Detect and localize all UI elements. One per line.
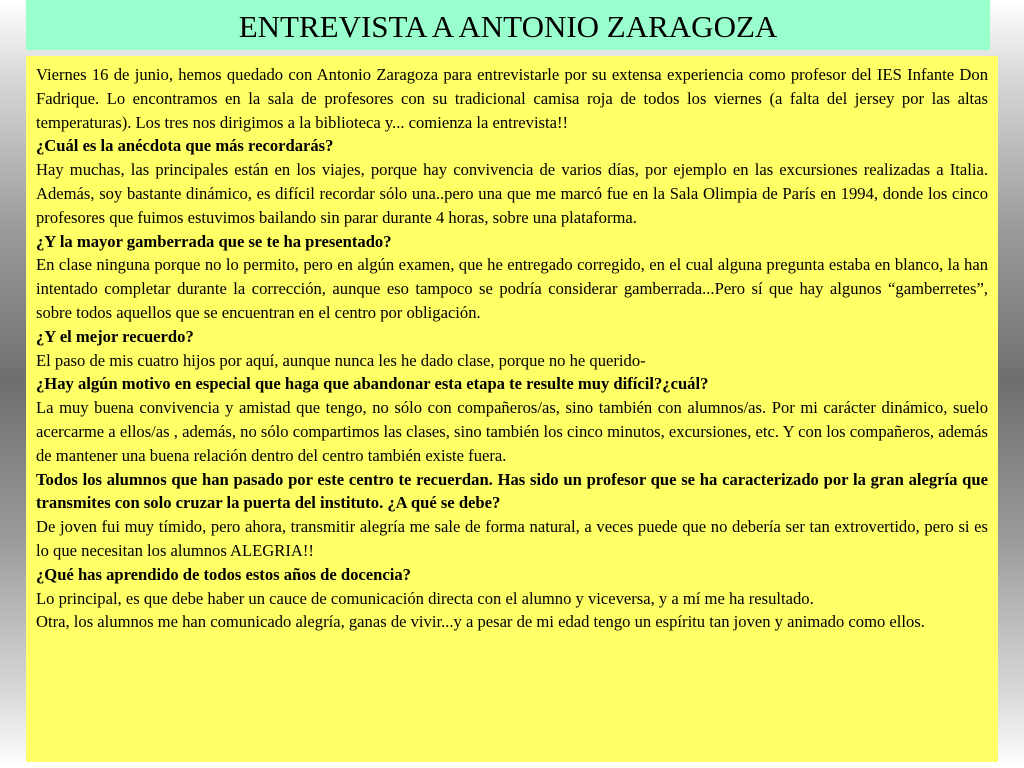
question-4: ¿Hay algún motivo en especial que haga que abandonar esta etapa te resulte muy difícil?¿cuál? bbox=[36, 374, 709, 394]
intro-paragraph: Viernes 16 de junio, hemos quedado con Antonio Zaragoza para entrevistarle por su extensa experiencia como profesor del IES Infante Don Fadrique. Lo encontramos en la sala de profesores con su tradicional camisa roja de todos los viernes (a falta del jersey por las altas temperaturas). Los tres nos dirigimos a la biblioteca y... comienza la entrevista!! bbox=[36, 65, 988, 132]
question-5: Todos los alumnos que han pasado por este centro te recuerdan. Has sido un profesor que se ha caracterizado por la gran alegría que transmites con solo cruzar la puerta del instituto. ¿A qué se debe? bbox=[36, 469, 988, 513]
answer-4: La muy buena convivencia y amistad que tengo, no sólo con compañeros/as, sino también con alumnos/as. Por mi carácter dinámico, suelo acercarme a ellos/as , además, no sólo compartimos las clases, sino también los cinco minutos, excursiones, etc. Y con los compañeros, además de mantener una buena relación dentro del centro también existe fuera. bbox=[36, 398, 988, 465]
question-3: ¿Y el mejor recuerdo? bbox=[36, 326, 194, 346]
question-6: ¿Qué has aprendido de todos estos años de docencia? bbox=[36, 564, 411, 584]
title-banner bbox=[26, 0, 990, 50]
answer-5: De joven fui muy tímido, pero ahora, transmitir alegría me sale de forma natural, a veces puede que no debería ser tan extrovertido, pero si es lo que necesitan los alumnos ALEGRIA!! bbox=[36, 517, 988, 560]
page-title: ENTREVISTA A ANTONIO ZARAGOZA bbox=[238, 8, 778, 44]
question-1: ¿Cuál es la anécdota que más recordarás? bbox=[36, 136, 334, 156]
answer-6: Lo principal, es que debe haber un cauce de comunicación directa con el alumno y viceversa, y a mí me ha resultado. bbox=[36, 588, 814, 608]
question-2: ¿Y la mayor gamberrada que se te ha presentado? bbox=[36, 231, 392, 251]
answer-1: Hay muchas, las principales están en los viajes, porque hay convivencia de varios días, por ejemplo en las excursiones realizadas a Italia. Además, soy bastante dinámico, es difícil recordar sólo una..pero una que me marcó fue en la Sala Olimpia de París en 1994, donde los cinco profesores que fuimos estuvimos bailando sin parar durante 4 horas, sobre una plataforma. bbox=[36, 160, 988, 227]
interview-content bbox=[26, 56, 998, 762]
answer-3: El paso de mis cuatro hijos por aquí, aunque nunca les he dado clase, porque no he querido- bbox=[36, 350, 646, 370]
answer-6-continued: Otra, los alumnos me han comunicado alegría, ganas de vivir...y a pesar de mi edad tengo un espíritu tan joven y animado como ellos. bbox=[36, 612, 925, 632]
answer-2: En clase ninguna porque no lo permito, pero en algún examen, que he entregado corregido, en el cual alguna pregunta estaba en blanco, la han intentado completar durante la corrección, aunque eso tampoco se podría considerar gamberrada...Pero sí que hay algunos “gamberretes”, sobre todos aquellos que se encuentran en el centro por obligación. bbox=[36, 255, 988, 322]
